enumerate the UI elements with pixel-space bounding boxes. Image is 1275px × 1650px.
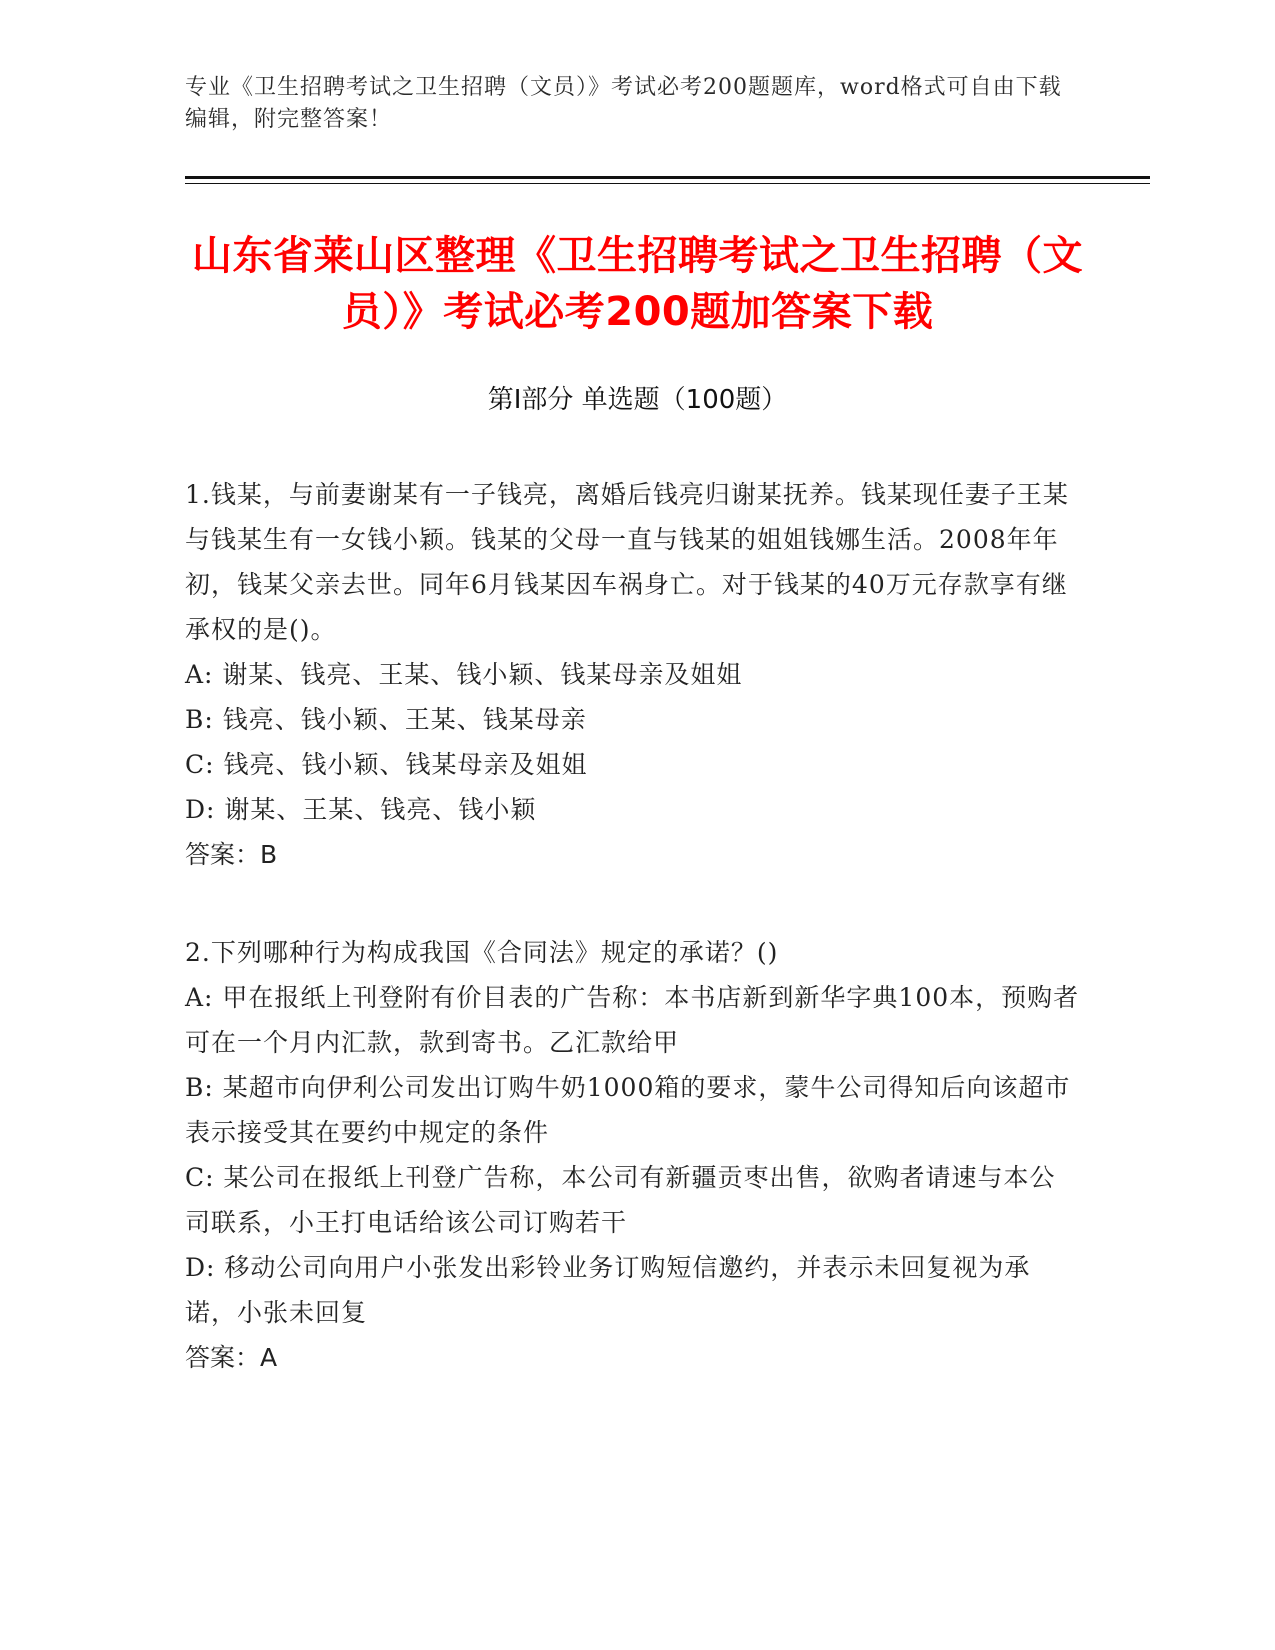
question-2 bbox=[185, 930, 1080, 1380]
option-d: D: 移动公司向用户小张发出彩铃业务订购短信邀约，并表示未回复视为承诺，小张未回复 bbox=[185, 1253, 1031, 1327]
option-d: D: 谢某、王某、钱亮、钱小颖 bbox=[185, 795, 537, 824]
header-divider-thin bbox=[185, 183, 1150, 184]
answer: 答案：B bbox=[185, 840, 278, 869]
option-a: A: 谢某、钱亮、王某、钱小颖、钱某母亲及姐姐 bbox=[185, 660, 743, 689]
option-b: B: 钱亮、钱小颖、王某、钱某母亲 bbox=[185, 705, 587, 734]
answer: 答案：A bbox=[185, 1343, 278, 1372]
option-c: C: 某公司在报纸上刊登广告称，本公司有新疆贡枣出售，欲购者请速与本公司联系，小王打电话给该公司订购若干 bbox=[185, 1163, 1056, 1237]
header-divider-thick bbox=[185, 176, 1150, 179]
option-c: C: 钱亮、钱小颖、钱某母亲及姐姐 bbox=[185, 750, 588, 779]
header-note: 专业《卫生招聘考试之卫生招聘（文员）》考试必考200题题库，word格式可自由下载编辑，附完整答案！ bbox=[185, 75, 1062, 132]
question-stem: 1.钱某，与前妻谢某有一子钱亮，离婚后钱亮归谢某抚养。钱某现任妻子王某与钱某生有一女钱小颖。钱某的父母一直与钱某的姐姐钱娜生活。2008年年初，钱某父亲去世。同年6月钱某因车祸身亡。对于钱某的40万元存款享有继承权的是()。 bbox=[185, 480, 1069, 644]
question-stem: 2.下列哪种行为构成我国《合同法》规定的承诺？() bbox=[185, 938, 779, 967]
option-a: A: 甲在报纸上刊登附有价目表的广告称：本书店新到新华字典100本，预购者可在一个月内汇款，款到寄书。乙汇款给甲 bbox=[185, 983, 1080, 1057]
question-1 bbox=[185, 472, 1080, 877]
document-title: 山东省莱山区整理《卫生招聘考试之卫生招聘（文员）》考试必考200题加答案下载 bbox=[192, 233, 1083, 335]
section-heading: 第Ⅰ部分 单选题（100题） bbox=[487, 385, 788, 415]
option-b: B: 某超市向伊利公司发出订购牛奶1000箱的要求，蒙牛公司得知后向该超市表示接受其在要约中规定的条件 bbox=[185, 1073, 1071, 1147]
